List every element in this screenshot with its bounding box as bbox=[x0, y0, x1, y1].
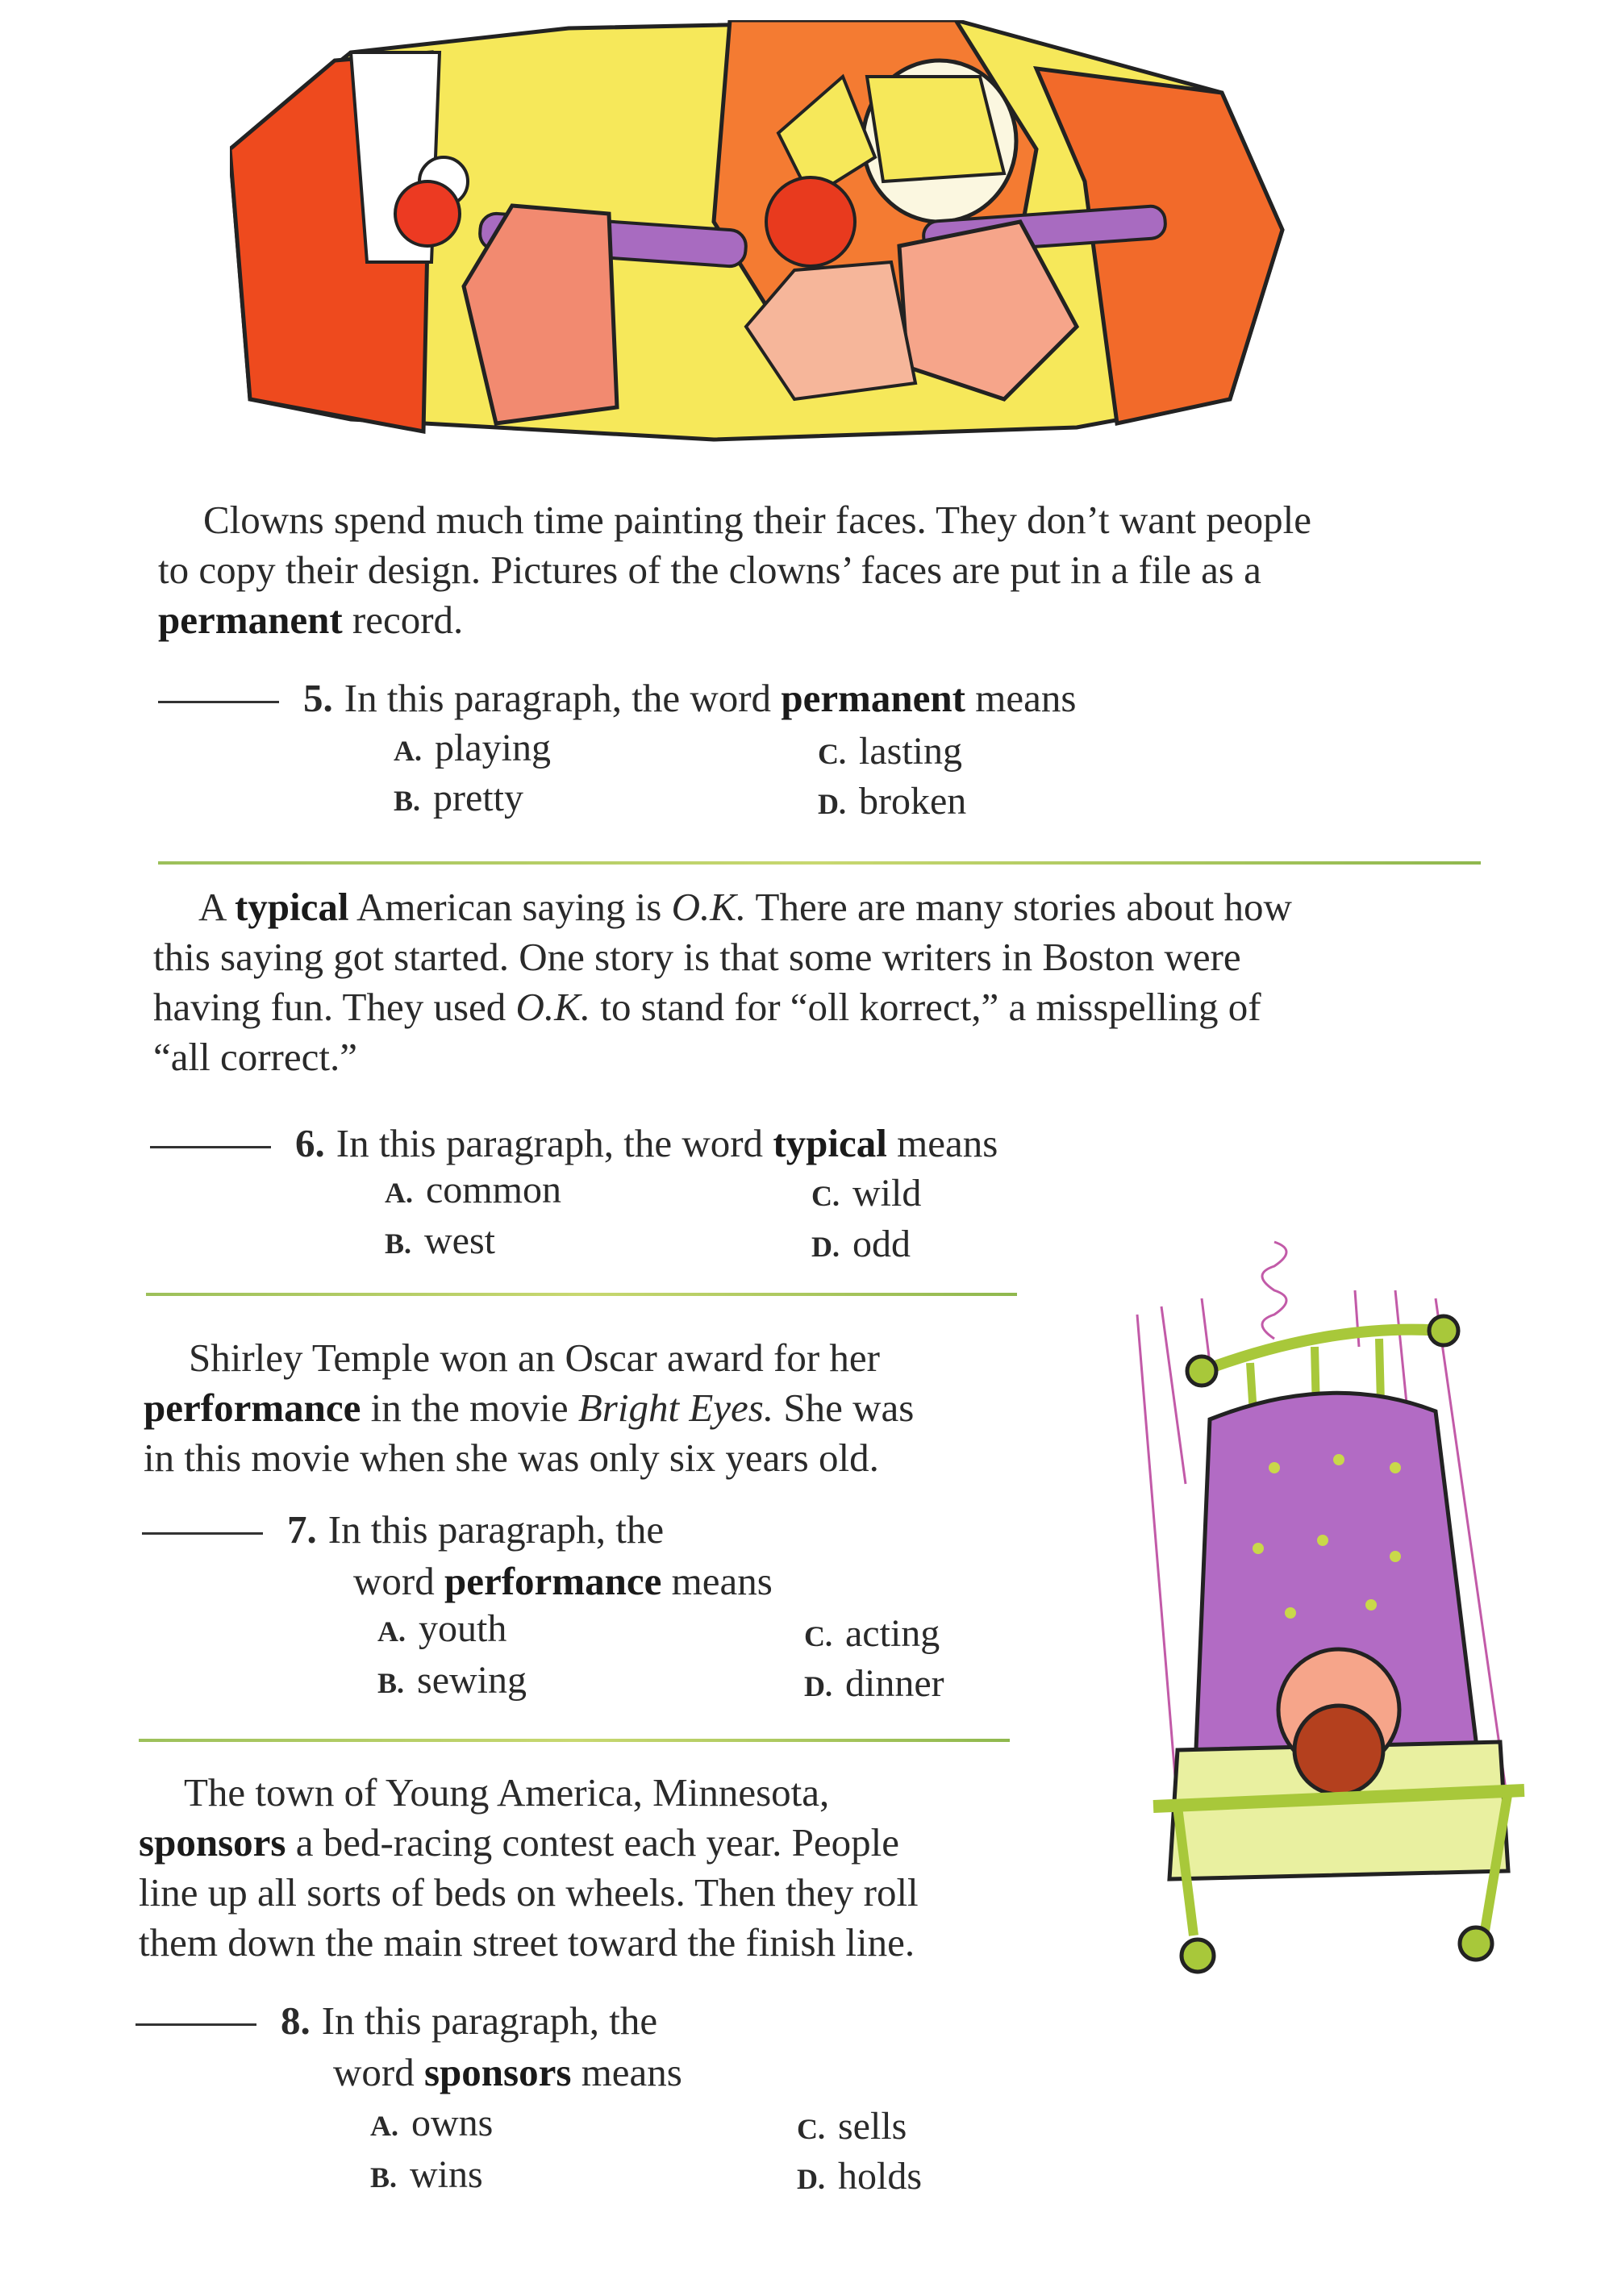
answer-blank[interactable] bbox=[135, 2023, 256, 2026]
text: Bright Eyes. bbox=[577, 1386, 774, 1430]
text: In this paragraph, the bbox=[327, 1507, 665, 1552]
answer-blank[interactable] bbox=[158, 701, 279, 703]
option-a[interactable] bbox=[394, 726, 551, 770]
option-letter: C. bbox=[797, 2113, 825, 2145]
text: a bed-racing contest each year. People bbox=[286, 1820, 899, 1865]
text: word bbox=[333, 2050, 424, 2094]
vocab-word: typical bbox=[234, 885, 349, 929]
option-d[interactable] bbox=[804, 1661, 944, 1706]
answer-blank[interactable] bbox=[142, 1532, 263, 1535]
option-b[interactable] bbox=[394, 776, 523, 820]
text: 7. bbox=[287, 1507, 317, 1552]
question-text: In this paragraph, the word bbox=[344, 676, 782, 720]
text: 6. bbox=[295, 1121, 325, 1165]
text: The town of Young America, Minnesota, bbox=[184, 1770, 830, 1815]
option-text: sells bbox=[838, 2105, 907, 2148]
option-c[interactable] bbox=[804, 1611, 940, 1656]
passage-text: to copy their design. Pictures of the clowns’ faces are put in a file as a bbox=[158, 548, 1261, 592]
option-text: owns bbox=[411, 2102, 494, 2144]
vocab-word: performance bbox=[444, 1559, 662, 1603]
option-c[interactable] bbox=[797, 2104, 907, 2148]
text: O.K. bbox=[515, 985, 591, 1029]
option-letter: B. bbox=[394, 785, 421, 817]
text: word bbox=[353, 1559, 444, 1603]
option-text: odd bbox=[852, 1223, 911, 1265]
text: Shirley Temple won an Oscar award for her bbox=[189, 1336, 880, 1380]
text: having fun. They used bbox=[153, 985, 516, 1029]
text: line up all sorts of beds on wheels. Then they roll bbox=[139, 1870, 919, 1915]
option-letter: C. bbox=[818, 738, 846, 770]
option-text: wins bbox=[410, 2153, 483, 2196]
passage-4 bbox=[139, 1768, 919, 1968]
passage-2 bbox=[153, 882, 1292, 1082]
vocab-word: permanent bbox=[158, 598, 343, 642]
passage-3 bbox=[144, 1333, 914, 1483]
text: O.K. bbox=[671, 885, 747, 929]
text: “all correct.” bbox=[153, 1035, 357, 1079]
text: means bbox=[661, 1559, 773, 1603]
text: means bbox=[886, 1121, 998, 1165]
divider bbox=[158, 861, 1481, 865]
option-letter: B. bbox=[377, 1667, 405, 1699]
option-a[interactable] bbox=[370, 2101, 493, 2145]
vocab-word: performance bbox=[144, 1386, 361, 1430]
option-b[interactable] bbox=[385, 1219, 495, 1263]
passage-text: Clowns spend much time painting their faces. They don’t want people bbox=[203, 498, 1311, 542]
text: There are many stories about how bbox=[746, 885, 1292, 929]
option-letter: A. bbox=[377, 1615, 406, 1648]
option-text: broken bbox=[859, 780, 967, 823]
question-text: means bbox=[965, 676, 1077, 720]
option-d[interactable] bbox=[797, 2154, 922, 2198]
question-5 bbox=[158, 673, 1076, 724]
vocab-word: typical bbox=[773, 1121, 887, 1165]
option-text: common bbox=[426, 1169, 561, 1211]
option-letter: B. bbox=[370, 2161, 398, 2194]
option-text: pretty bbox=[433, 777, 523, 819]
text: in the movie bbox=[361, 1386, 578, 1430]
option-letter: C. bbox=[804, 1620, 832, 1652]
option-letter: A. bbox=[385, 1177, 413, 1209]
vocab-word: sponsors bbox=[139, 1820, 286, 1865]
option-letter: B. bbox=[385, 1227, 412, 1260]
option-letter: C. bbox=[811, 1180, 840, 1212]
text: in this movie when she was only six years old. bbox=[144, 1436, 879, 1480]
text: means bbox=[571, 2050, 682, 2094]
text: to stand for “oll korrect,” a misspelling of bbox=[590, 985, 1261, 1029]
text: A bbox=[198, 885, 235, 929]
option-c[interactable] bbox=[811, 1171, 921, 1215]
option-letter: D. bbox=[804, 1670, 832, 1702]
vocab-word: sponsors bbox=[423, 2050, 572, 2094]
text: this saying got started. One story is that some writers in Boston were bbox=[153, 935, 1241, 979]
question-6 bbox=[150, 1118, 998, 1169]
option-d[interactable] bbox=[811, 1222, 911, 1266]
passage-1 bbox=[158, 495, 1311, 645]
option-letter: D. bbox=[818, 788, 846, 820]
option-text: wild bbox=[852, 1172, 922, 1215]
text: She was bbox=[773, 1386, 915, 1430]
divider bbox=[139, 1739, 1010, 1742]
option-text: west bbox=[424, 1219, 495, 1262]
question-7 bbox=[142, 1504, 773, 1607]
option-text: lasting bbox=[859, 730, 962, 773]
option-b[interactable] bbox=[377, 1658, 527, 1702]
option-a[interactable] bbox=[385, 1168, 561, 1212]
option-a[interactable] bbox=[377, 1606, 506, 1651]
option-text: dinner bbox=[845, 1662, 944, 1705]
option-text: playing bbox=[435, 727, 551, 769]
option-letter: D. bbox=[811, 1231, 840, 1263]
text: them down the main street toward the finish line. bbox=[139, 1920, 915, 1965]
text: In this paragraph, the word bbox=[336, 1121, 773, 1165]
option-d[interactable] bbox=[818, 779, 966, 823]
question-8 bbox=[135, 1995, 682, 2098]
option-b[interactable] bbox=[370, 2152, 483, 2197]
option-c[interactable] bbox=[818, 729, 962, 773]
answer-blank[interactable] bbox=[150, 1146, 271, 1148]
option-text: sewing bbox=[417, 1659, 527, 1702]
option-letter: A. bbox=[394, 735, 422, 767]
text: 8. bbox=[281, 1998, 311, 2043]
text: In this paragraph, the bbox=[321, 1998, 658, 2043]
clown-illustration bbox=[230, 20, 1286, 444]
question-number: 5. bbox=[303, 676, 333, 720]
option-text: acting bbox=[845, 1612, 940, 1655]
divider bbox=[146, 1293, 1017, 1296]
vocab-word: permanent bbox=[781, 676, 965, 720]
text: American saying is bbox=[348, 885, 672, 929]
option-letter: D. bbox=[797, 2163, 825, 2195]
option-text: holds bbox=[838, 2155, 923, 2198]
option-text: youth bbox=[419, 1607, 507, 1650]
option-letter: A. bbox=[370, 2110, 398, 2142]
racing-bed-illustration bbox=[1129, 1226, 1540, 1992]
passage-text: record. bbox=[342, 598, 464, 642]
